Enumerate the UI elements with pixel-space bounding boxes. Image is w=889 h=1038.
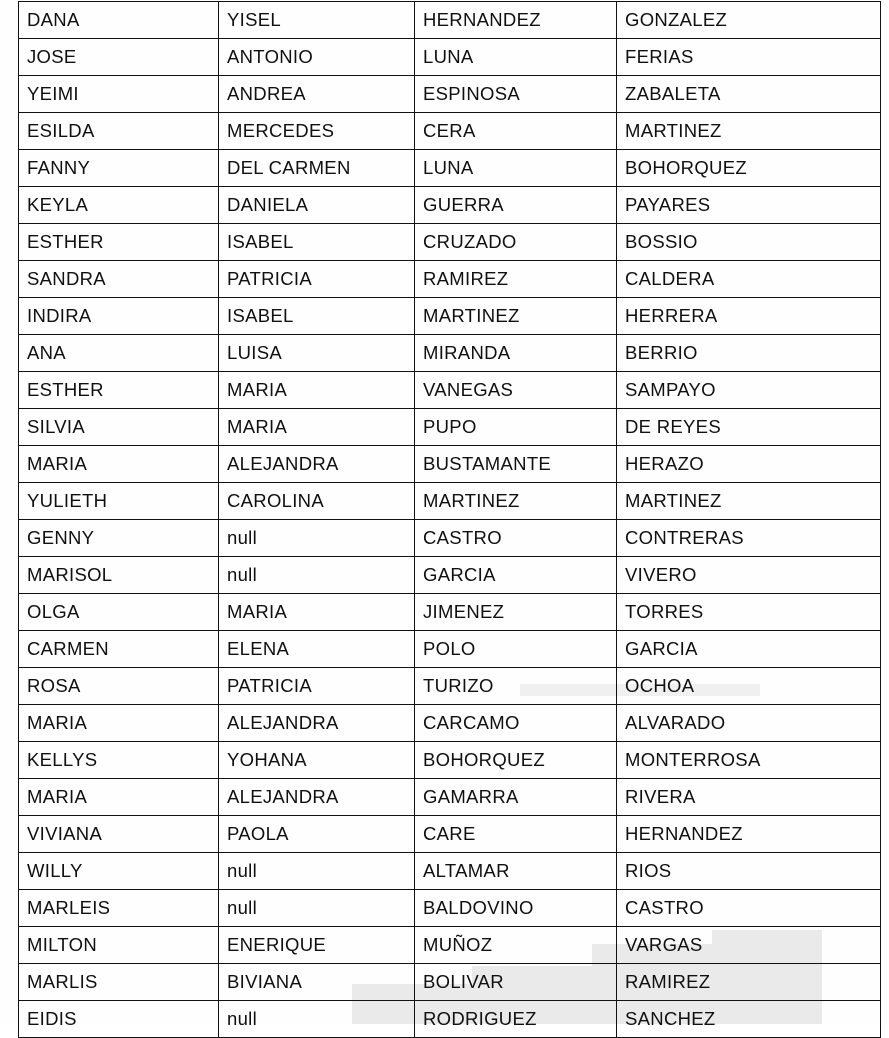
cell-first-name: CARMEN	[19, 631, 219, 668]
cell-maternal-surname: BOSSIO	[617, 224, 881, 261]
table-row	[19, 964, 881, 1001]
cell-middle-name: CAROLINA	[219, 483, 415, 520]
cell-paternal-surname: CARE	[415, 816, 617, 853]
cell-middle-name: ALEJANDRA	[219, 705, 415, 742]
table-row	[19, 742, 881, 779]
cell-maternal-surname: RAMIREZ	[617, 964, 881, 1001]
cell-maternal-surname: HERNANDEZ	[617, 816, 881, 853]
cell-middle-name: ISABEL	[219, 224, 415, 261]
cell-middle-name: YISEL	[219, 2, 415, 39]
cell-paternal-surname: POLO	[415, 631, 617, 668]
cell-middle-name: MERCEDES	[219, 113, 415, 150]
cell-first-name: MARISOL	[19, 557, 219, 594]
table-row	[19, 298, 881, 335]
cell-middle-name: PAOLA	[219, 816, 415, 853]
cell-paternal-surname: GARCIA	[415, 557, 617, 594]
cell-middle-name: MARIA	[219, 372, 415, 409]
cell-maternal-surname: MARTINEZ	[617, 113, 881, 150]
cell-paternal-surname: RAMIREZ	[415, 261, 617, 298]
cell-first-name: ANA	[19, 335, 219, 372]
cell-first-name: OLGA	[19, 594, 219, 631]
cell-maternal-surname: MARTINEZ	[617, 483, 881, 520]
cell-first-name: FANNY	[19, 150, 219, 187]
cell-first-name: MILTON	[19, 927, 219, 964]
cell-middle-name: null	[219, 520, 415, 557]
names-table-body	[19, 2, 881, 1038]
cell-middle-name: ISABEL	[219, 298, 415, 335]
cell-maternal-surname: CASTRO	[617, 890, 881, 927]
table-row	[19, 668, 881, 705]
cell-middle-name: null	[219, 557, 415, 594]
cell-first-name: ESTHER	[19, 224, 219, 261]
cell-maternal-surname: MONTERROSA	[617, 742, 881, 779]
cell-first-name: MARIA	[19, 705, 219, 742]
cell-paternal-surname: BALDOVINO	[415, 890, 617, 927]
cell-maternal-surname: SAMPAYO	[617, 372, 881, 409]
cell-first-name: MARLIS	[19, 964, 219, 1001]
cell-maternal-surname: OCHOA	[617, 668, 881, 705]
cell-maternal-surname: HERRERA	[617, 298, 881, 335]
cell-middle-name: ELENA	[219, 631, 415, 668]
cell-paternal-surname: MUÑOZ	[415, 927, 617, 964]
table-row	[19, 927, 881, 964]
cell-maternal-surname: VIVERO	[617, 557, 881, 594]
cell-paternal-surname: TURIZO	[415, 668, 617, 705]
cell-maternal-surname: GONZALEZ	[617, 2, 881, 39]
cell-first-name: YEIMI	[19, 76, 219, 113]
cell-middle-name: DEL CARMEN	[219, 150, 415, 187]
cell-paternal-surname: JIMENEZ	[415, 594, 617, 631]
cell-first-name: ESTHER	[19, 372, 219, 409]
cell-middle-name: DANIELA	[219, 187, 415, 224]
cell-paternal-surname: GUERRA	[415, 187, 617, 224]
table-row	[19, 150, 881, 187]
cell-maternal-surname: CONTRERAS	[617, 520, 881, 557]
cell-first-name: INDIRA	[19, 298, 219, 335]
cell-middle-name: MARIA	[219, 594, 415, 631]
table-row	[19, 76, 881, 113]
cell-maternal-surname: GARCIA	[617, 631, 881, 668]
cell-first-name: MARIA	[19, 779, 219, 816]
cell-middle-name: PATRICIA	[219, 261, 415, 298]
table-row	[19, 2, 881, 39]
cell-maternal-surname: SANCHEZ	[617, 1001, 881, 1038]
cell-middle-name: PATRICIA	[219, 668, 415, 705]
table-row	[19, 557, 881, 594]
table-row	[19, 594, 881, 631]
cell-maternal-surname: FERIAS	[617, 39, 881, 76]
cell-maternal-surname: VARGAS	[617, 927, 881, 964]
table-row	[19, 335, 881, 372]
table-row	[19, 853, 881, 890]
cell-first-name: KEYLA	[19, 187, 219, 224]
cell-paternal-surname: RODRIGUEZ	[415, 1001, 617, 1038]
cell-paternal-surname: VANEGAS	[415, 372, 617, 409]
cell-first-name: SANDRA	[19, 261, 219, 298]
table-row	[19, 261, 881, 298]
cell-first-name: YULIETH	[19, 483, 219, 520]
cell-paternal-surname: BUSTAMANTE	[415, 446, 617, 483]
cell-maternal-surname: BOHORQUEZ	[617, 150, 881, 187]
cell-paternal-surname: CASTRO	[415, 520, 617, 557]
cell-maternal-surname: ZABALETA	[617, 76, 881, 113]
table-row	[19, 446, 881, 483]
table-row	[19, 224, 881, 261]
cell-maternal-surname: RIOS	[617, 853, 881, 890]
table-row	[19, 631, 881, 668]
names-table	[18, 1, 881, 1038]
table-row	[19, 1001, 881, 1038]
table-row	[19, 779, 881, 816]
table-row	[19, 483, 881, 520]
cell-middle-name: YOHANA	[219, 742, 415, 779]
cell-first-name: EIDIS	[19, 1001, 219, 1038]
cell-paternal-surname: ALTAMAR	[415, 853, 617, 890]
table-row	[19, 890, 881, 927]
table-row	[19, 409, 881, 446]
cell-maternal-surname: PAYARES	[617, 187, 881, 224]
cell-paternal-surname: CERA	[415, 113, 617, 150]
cell-paternal-surname: PUPO	[415, 409, 617, 446]
cell-middle-name: null	[219, 890, 415, 927]
cell-paternal-surname: BOLIVAR	[415, 964, 617, 1001]
cell-middle-name: null	[219, 853, 415, 890]
table-row	[19, 705, 881, 742]
table-row	[19, 520, 881, 557]
cell-paternal-surname: ESPINOSA	[415, 76, 617, 113]
cell-maternal-surname: BERRIO	[617, 335, 881, 372]
cell-middle-name: ANDREA	[219, 76, 415, 113]
cell-paternal-surname: MIRANDA	[415, 335, 617, 372]
cell-paternal-surname: LUNA	[415, 39, 617, 76]
cell-first-name: SILVIA	[19, 409, 219, 446]
cell-first-name: WILLY	[19, 853, 219, 890]
cell-maternal-surname: TORRES	[617, 594, 881, 631]
cell-paternal-surname: CARCAMO	[415, 705, 617, 742]
cell-first-name: VIVIANA	[19, 816, 219, 853]
cell-paternal-surname: GAMARRA	[415, 779, 617, 816]
cell-maternal-surname: RIVERA	[617, 779, 881, 816]
cell-middle-name: null	[219, 1001, 415, 1038]
cell-paternal-surname: CRUZADO	[415, 224, 617, 261]
table-row	[19, 113, 881, 150]
cell-first-name: ESILDA	[19, 113, 219, 150]
cell-middle-name: BIVIANA	[219, 964, 415, 1001]
cell-first-name: KELLYS	[19, 742, 219, 779]
table-row	[19, 39, 881, 76]
cell-maternal-surname: ALVARADO	[617, 705, 881, 742]
cell-first-name: GENNY	[19, 520, 219, 557]
cell-maternal-surname: CALDERA	[617, 261, 881, 298]
cell-first-name: ROSA	[19, 668, 219, 705]
cell-paternal-surname: LUNA	[415, 150, 617, 187]
table-row	[19, 372, 881, 409]
cell-middle-name: ENERIQUE	[219, 927, 415, 964]
cell-first-name: DANA	[19, 2, 219, 39]
cell-middle-name: MARIA	[219, 409, 415, 446]
table-row	[19, 187, 881, 224]
cell-first-name: JOSE	[19, 39, 219, 76]
table-row	[19, 816, 881, 853]
cell-middle-name: ALEJANDRA	[219, 779, 415, 816]
cell-paternal-surname: BOHORQUEZ	[415, 742, 617, 779]
cell-paternal-surname: MARTINEZ	[415, 483, 617, 520]
cell-maternal-surname: HERAZO	[617, 446, 881, 483]
cell-first-name: MARLEIS	[19, 890, 219, 927]
cell-paternal-surname: HERNANDEZ	[415, 2, 617, 39]
cell-middle-name: ALEJANDRA	[219, 446, 415, 483]
cell-maternal-surname: DE REYES	[617, 409, 881, 446]
cell-first-name: MARIA	[19, 446, 219, 483]
cell-middle-name: LUISA	[219, 335, 415, 372]
cell-paternal-surname: MARTINEZ	[415, 298, 617, 335]
cell-middle-name: ANTONIO	[219, 39, 415, 76]
